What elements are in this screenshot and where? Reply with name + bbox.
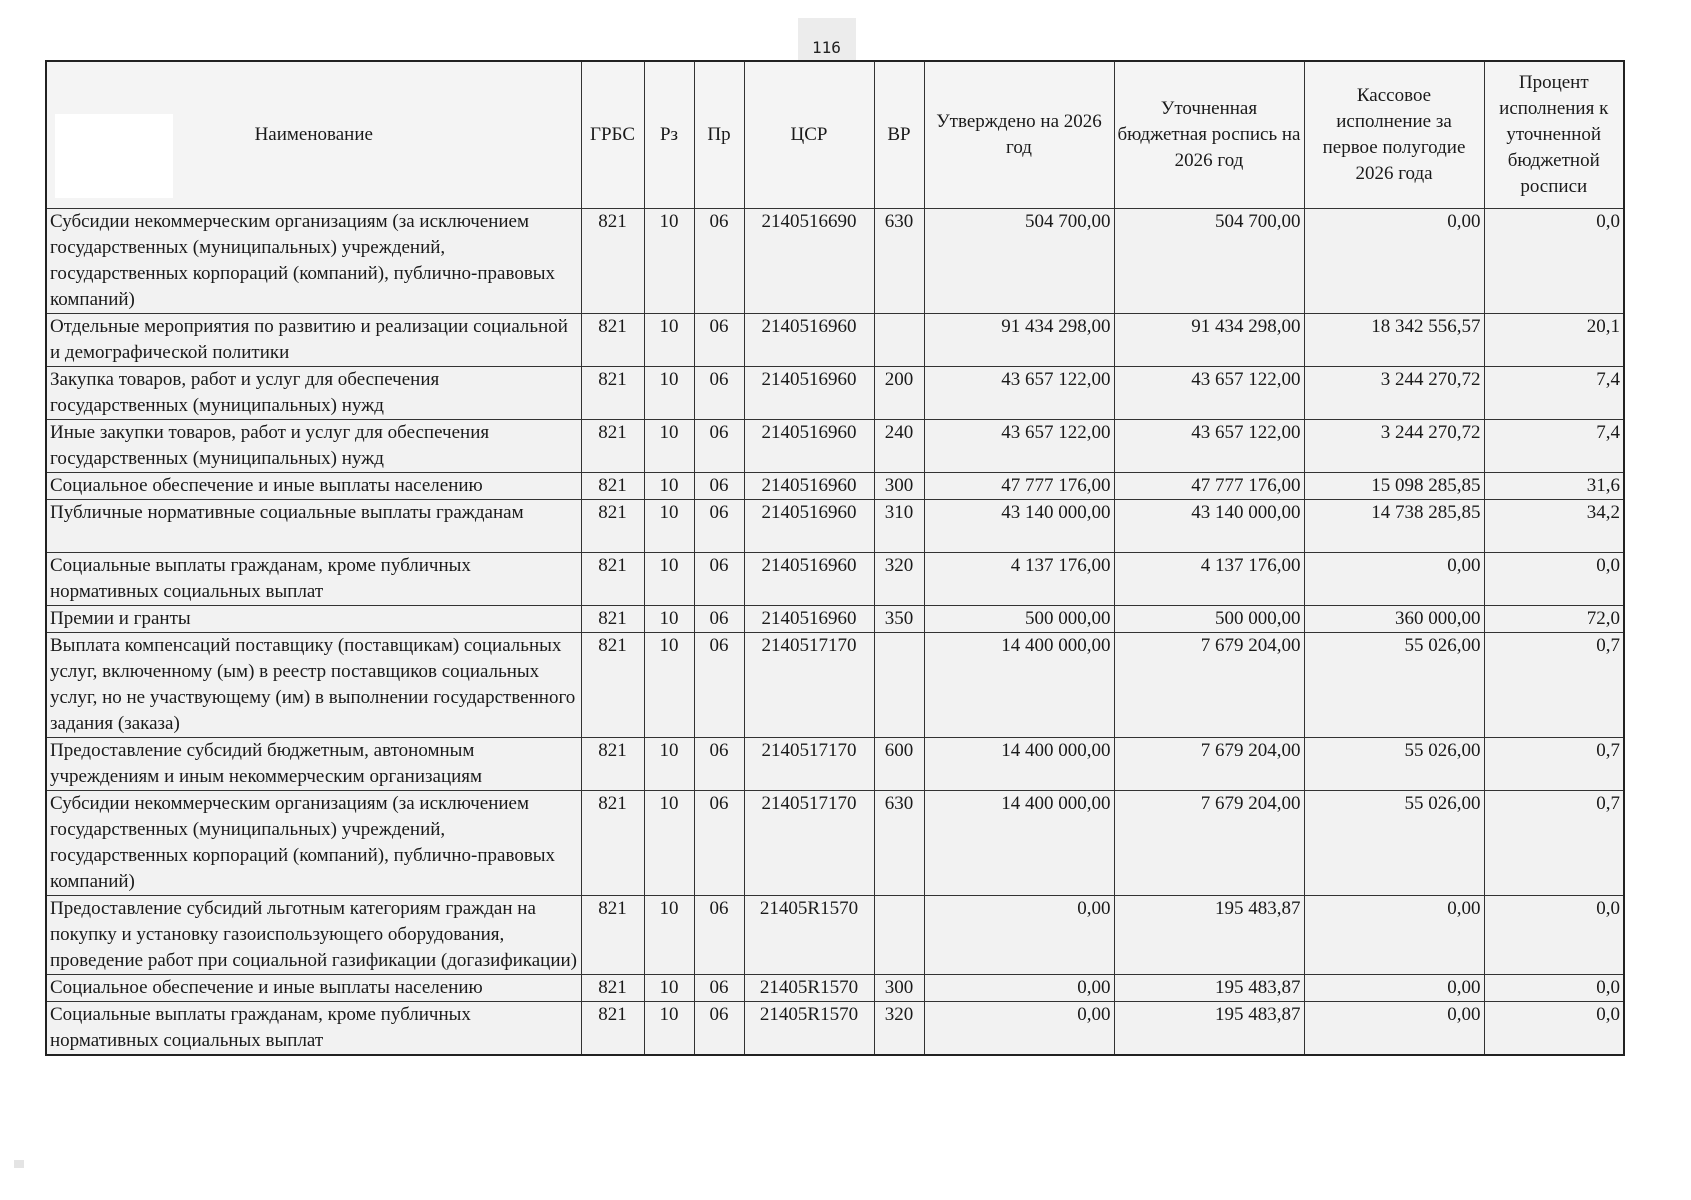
cell-name: Выплата компенсаций поставщику (поставщикам) социальных услуг, включенному (ым) в реестр поставщиков социальных услуг, но не участвующему (им) в выполнении государственного задания (заказа) — [46, 633, 581, 738]
cell-refined: 4 137 176,00 — [1114, 553, 1304, 606]
header-refined: Уточненная бюджетная роспись на 2026 год — [1114, 61, 1304, 209]
cell-name: Социальные выплаты гражданам, кроме публичных нормативных социальных выплат — [46, 1002, 581, 1056]
cell-approved: 43 657 122,00 — [924, 367, 1114, 420]
cell-executed: 0,00 — [1304, 553, 1484, 606]
cell-grbs: 821 — [581, 633, 644, 738]
table-row — [46, 633, 1624, 738]
cell-approved: 47 777 176,00 — [924, 473, 1114, 500]
cell-approved: 91 434 298,00 — [924, 314, 1114, 367]
cell-percent: 72,0 — [1484, 606, 1624, 633]
cell-csr: 2140516960 — [744, 367, 874, 420]
header-name-label: Наименование — [254, 124, 373, 145]
scan-speck — [14, 1160, 24, 1168]
budget-execution-table — [45, 60, 1625, 1056]
cell-csr: 2140516960 — [744, 473, 874, 500]
cell-refined: 195 483,87 — [1114, 896, 1304, 975]
cell-csr: 2140517170 — [744, 633, 874, 738]
table-row — [46, 553, 1624, 606]
blank-patch — [55, 114, 173, 198]
cell-pr: 06 — [694, 975, 744, 1002]
cell-rz: 10 — [644, 553, 694, 606]
cell-pr: 06 — [694, 791, 744, 896]
cell-refined: 43 140 000,00 — [1114, 500, 1304, 553]
cell-rz: 10 — [644, 420, 694, 473]
cell-percent: 7,4 — [1484, 420, 1624, 473]
cell-grbs: 821 — [581, 314, 644, 367]
table-header-row — [46, 61, 1624, 209]
cell-rz: 10 — [644, 367, 694, 420]
header-grbs: ГРБС — [581, 61, 644, 209]
cell-name: Предоставление субсидий льготным категориям граждан на покупку и установку газоиспользующего оборудования, проведение работ при социальной газификации (догазификации) — [46, 896, 581, 975]
cell-percent: 34,2 — [1484, 500, 1624, 553]
cell-grbs: 821 — [581, 420, 644, 473]
cell-pr: 06 — [694, 553, 744, 606]
table-row — [46, 420, 1624, 473]
cell-pr: 06 — [694, 420, 744, 473]
cell-vr: 320 — [874, 1002, 924, 1056]
cell-executed: 0,00 — [1304, 975, 1484, 1002]
cell-refined: 91 434 298,00 — [1114, 314, 1304, 367]
cell-pr: 06 — [694, 500, 744, 553]
cell-executed: 14 738 285,85 — [1304, 500, 1484, 553]
cell-grbs: 821 — [581, 738, 644, 791]
header-approved: Утверждено на 2026 год — [924, 61, 1114, 209]
cell-executed: 3 244 270,72 — [1304, 367, 1484, 420]
cell-refined: 43 657 122,00 — [1114, 367, 1304, 420]
cell-csr: 2140516960 — [744, 606, 874, 633]
cell-grbs: 821 — [581, 606, 644, 633]
cell-percent: 20,1 — [1484, 314, 1624, 367]
cell-percent: 0,0 — [1484, 209, 1624, 314]
cell-refined: 47 777 176,00 — [1114, 473, 1304, 500]
cell-grbs: 821 — [581, 500, 644, 553]
cell-rz: 10 — [644, 633, 694, 738]
cell-percent: 0,7 — [1484, 791, 1624, 896]
cell-approved: 14 400 000,00 — [924, 738, 1114, 791]
cell-refined: 7 679 204,00 — [1114, 738, 1304, 791]
cell-vr: 600 — [874, 738, 924, 791]
cell-vr: 630 — [874, 791, 924, 896]
cell-rz: 10 — [644, 314, 694, 367]
cell-approved: 43 140 000,00 — [924, 500, 1114, 553]
cell-name: Отдельные мероприятия по развитию и реализации социальной и демографической политики — [46, 314, 581, 367]
header-csr: ЦСР — [744, 61, 874, 209]
cell-vr: 240 — [874, 420, 924, 473]
cell-refined: 43 657 122,00 — [1114, 420, 1304, 473]
cell-refined: 195 483,87 — [1114, 975, 1304, 1002]
cell-vr: 630 — [874, 209, 924, 314]
header-percent: Процент исполнения к уточненной бюджетной росписи — [1484, 61, 1624, 209]
cell-name: Социальное обеспечение и иные выплаты населению — [46, 975, 581, 1002]
cell-vr: 350 — [874, 606, 924, 633]
cell-csr: 21405R1570 — [744, 1002, 874, 1056]
cell-grbs: 821 — [581, 209, 644, 314]
cell-refined: 500 000,00 — [1114, 606, 1304, 633]
cell-executed: 18 342 556,57 — [1304, 314, 1484, 367]
cell-csr: 2140516960 — [744, 553, 874, 606]
cell-rz: 10 — [644, 473, 694, 500]
cell-csr: 2140516690 — [744, 209, 874, 314]
cell-approved: 14 400 000,00 — [924, 633, 1114, 738]
cell-executed: 0,00 — [1304, 896, 1484, 975]
cell-vr — [874, 633, 924, 738]
cell-name: Социальное обеспечение и иные выплаты населению — [46, 473, 581, 500]
cell-rz: 10 — [644, 1002, 694, 1056]
cell-name: Премии и гранты — [46, 606, 581, 633]
cell-csr: 21405R1570 — [744, 975, 874, 1002]
table-row — [46, 367, 1624, 420]
cell-pr: 06 — [694, 633, 744, 738]
cell-name: Предоставление субсидий бюджетным, автономным учреждениям и иным некоммерческим организациям — [46, 738, 581, 791]
cell-grbs: 821 — [581, 473, 644, 500]
cell-pr: 06 — [694, 209, 744, 314]
cell-executed: 55 026,00 — [1304, 791, 1484, 896]
cell-pr: 06 — [694, 896, 744, 975]
cell-percent: 0,0 — [1484, 975, 1624, 1002]
cell-pr: 06 — [694, 606, 744, 633]
cell-name: Публичные нормативные социальные выплаты гражданам — [46, 500, 581, 553]
cell-name: Закупка товаров, работ и услуг для обеспечения государственных (муниципальных) нужд — [46, 367, 581, 420]
cell-approved: 500 000,00 — [924, 606, 1114, 633]
cell-rz: 10 — [644, 500, 694, 553]
header-rz: Рз — [644, 61, 694, 209]
page-number: 116 — [812, 38, 841, 57]
table-body — [46, 209, 1624, 1056]
cell-executed: 15 098 285,85 — [1304, 473, 1484, 500]
header-pr: Пр — [694, 61, 744, 209]
cell-approved: 4 137 176,00 — [924, 553, 1114, 606]
cell-approved: 43 657 122,00 — [924, 420, 1114, 473]
cell-percent: 0,7 — [1484, 633, 1624, 738]
cell-refined: 504 700,00 — [1114, 209, 1304, 314]
cell-vr — [874, 896, 924, 975]
cell-grbs: 821 — [581, 975, 644, 1002]
table-row — [46, 606, 1624, 633]
header-executed: Кассовое исполнение за первое полугодие 2026 года — [1304, 61, 1484, 209]
cell-percent: 31,6 — [1484, 473, 1624, 500]
cell-approved: 0,00 — [924, 896, 1114, 975]
cell-vr: 300 — [874, 473, 924, 500]
cell-vr: 300 — [874, 975, 924, 1002]
cell-percent: 0,7 — [1484, 738, 1624, 791]
table-row — [46, 500, 1624, 553]
cell-rz: 10 — [644, 896, 694, 975]
cell-pr: 06 — [694, 1002, 744, 1056]
cell-csr: 2140516960 — [744, 314, 874, 367]
table-row — [46, 738, 1624, 791]
cell-vr — [874, 314, 924, 367]
cell-grbs: 821 — [581, 553, 644, 606]
cell-approved: 504 700,00 — [924, 209, 1114, 314]
cell-pr: 06 — [694, 738, 744, 791]
cell-executed: 360 000,00 — [1304, 606, 1484, 633]
table-row — [46, 314, 1624, 367]
cell-rz: 10 — [644, 791, 694, 896]
cell-approved: 0,00 — [924, 1002, 1114, 1056]
cell-csr: 2140517170 — [744, 738, 874, 791]
cell-grbs: 821 — [581, 791, 644, 896]
cell-csr: 21405R1570 — [744, 896, 874, 975]
cell-rz: 10 — [644, 738, 694, 791]
cell-csr: 2140516960 — [744, 420, 874, 473]
header-name — [46, 61, 581, 209]
cell-pr: 06 — [694, 473, 744, 500]
cell-pr: 06 — [694, 314, 744, 367]
cell-approved: 14 400 000,00 — [924, 791, 1114, 896]
cell-vr: 310 — [874, 500, 924, 553]
table-row — [46, 896, 1624, 975]
cell-executed: 0,00 — [1304, 1002, 1484, 1056]
cell-percent: 0,0 — [1484, 896, 1624, 975]
cell-grbs: 821 — [581, 1002, 644, 1056]
cell-grbs: 821 — [581, 367, 644, 420]
cell-percent: 0,0 — [1484, 1002, 1624, 1056]
cell-csr: 2140516960 — [744, 500, 874, 553]
table-row — [46, 791, 1624, 896]
cell-csr: 2140517170 — [744, 791, 874, 896]
cell-name: Социальные выплаты гражданам, кроме публичных нормативных социальных выплат — [46, 553, 581, 606]
cell-approved: 0,00 — [924, 975, 1114, 1002]
header-vr: ВР — [874, 61, 924, 209]
cell-rz: 10 — [644, 606, 694, 633]
cell-refined: 7 679 204,00 — [1114, 633, 1304, 738]
cell-rz: 10 — [644, 975, 694, 1002]
cell-percent: 0,0 — [1484, 553, 1624, 606]
cell-pr: 06 — [694, 367, 744, 420]
cell-name: Субсидии некоммерческим организациям (за исключением государственных (муниципальных) учреждений, государственных корпораций (компаний), публично-правовых компаний) — [46, 209, 581, 314]
table-row — [46, 209, 1624, 314]
table-row — [46, 473, 1624, 500]
table-row — [46, 1002, 1624, 1056]
cell-vr: 320 — [874, 553, 924, 606]
cell-refined: 7 679 204,00 — [1114, 791, 1304, 896]
cell-executed: 0,00 — [1304, 209, 1484, 314]
cell-rz: 10 — [644, 209, 694, 314]
cell-grbs: 821 — [581, 896, 644, 975]
cell-percent: 7,4 — [1484, 367, 1624, 420]
table-row — [46, 975, 1624, 1002]
cell-name: Иные закупки товаров, работ и услуг для обеспечения государственных (муниципальных) нужд — [46, 420, 581, 473]
cell-name: Субсидии некоммерческим организациям (за исключением государственных (муниципальных) учреждений, государственных корпораций (компаний), публично-правовых компаний) — [46, 791, 581, 896]
cell-executed: 55 026,00 — [1304, 633, 1484, 738]
cell-refined: 195 483,87 — [1114, 1002, 1304, 1056]
cell-vr: 200 — [874, 367, 924, 420]
cell-executed: 3 244 270,72 — [1304, 420, 1484, 473]
cell-executed: 55 026,00 — [1304, 738, 1484, 791]
